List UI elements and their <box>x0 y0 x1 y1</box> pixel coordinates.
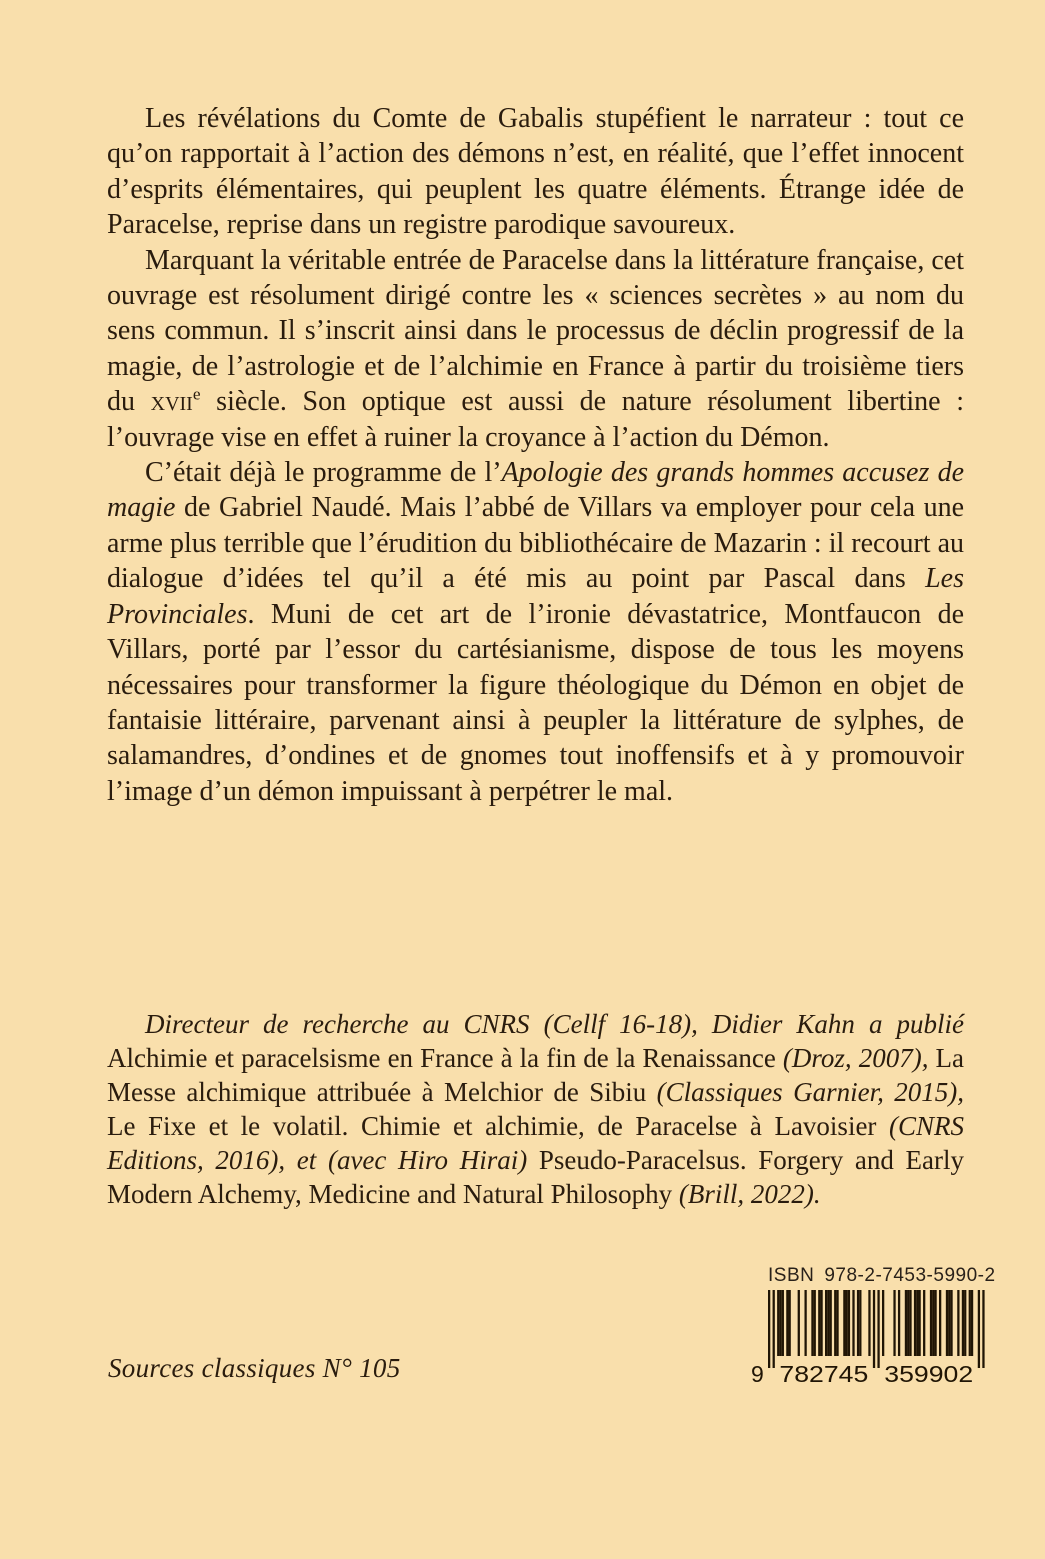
author-bio-block <box>107 1007 964 1211</box>
text-run: Alchimie et paracelsisme en France à la fin de la Renaissance <box>107 1043 783 1073</box>
synopsis-text-block <box>107 101 964 809</box>
text-run: e <box>192 384 201 404</box>
isbn-word: ISBN <box>768 1265 815 1286</box>
paragraph <box>107 243 964 455</box>
text-run: . Muni de cet art de l’ironie dévastatrice, Montfaucon de Villars, porté par l’essor du cartésianisme, dispose de tous les moyens nécessaires pour transformer la figure théologique du Démon en objet de fantaisie littéraire, parvenant ainsi à peupler la littérature de sylphes, de salamandres, d’ondines et de gnomes tout inoffensifs et à y promouvoir l’image d’un démon impuissant à perpétrer le mal. <box>107 598 964 807</box>
text-run: (Brill, 2022). <box>678 1179 821 1209</box>
paragraph <box>107 101 964 243</box>
isbn-label <box>751 1265 996 1286</box>
text-run: (Classiques Garnier, 2015), <box>656 1077 964 1107</box>
barcode-digits-left: 782745 <box>779 1361 869 1387</box>
text-run: (CNRS Editions, 2016), et (avec Hiro Hirai) <box>107 1111 964 1175</box>
text-run: de Gabriel Naudé. Mais l’abbé de Villars va employer pour cela une arme plus terrible que l’érudition du bibliothécaire de Mazarin : il recourt au dialogue d’idées tel qu’il a été mis au point par Pascal dans <box>107 492 964 595</box>
collection-label: Sources classiques N° 105 <box>108 1353 401 1383</box>
text-run: Directeur de recherche au CNRS (Cellf 16-18), Didier Kahn a publié <box>145 1009 964 1039</box>
isbn-barcode-block <box>751 1265 996 1388</box>
paragraph <box>107 455 964 809</box>
text-run: Marquant la véritable entrée de Paracelse dans la littérature française, cet ouvrage est résolument dirigé contre les « sciences secrètes » au nom du sens commun. Il s’inscrit ainsi dans le processus de déclin progressif de la magie, de l’astrologie et de l’alchimie en France à partir du troisième tiers du <box>107 244 964 418</box>
isbn-number: 978-2-7453-5990-2 <box>824 1265 996 1286</box>
text-run: Les Provinciales <box>107 563 964 630</box>
text-run: siècle. Son optique est aussi de nature résolument libertine : l’ouvrage vise en effet à ruiner la croyance à l’action du Démon. <box>107 386 965 453</box>
paragraph <box>107 1007 964 1211</box>
text-run: Pseudo-Paracelsus. Forgery and Early Modern Alchemy, Medicine and Natural Philosophy <box>107 1145 964 1209</box>
text-run: C’était déjà le programme de l’ <box>145 457 502 489</box>
text-run: (Droz, 2007), <box>782 1043 936 1073</box>
text-run: La Messe alchimique attribuée à Melchior de Sibiu <box>107 1043 964 1107</box>
ean13-barcode <box>751 1290 991 1388</box>
barcode-digits-right: 359902 <box>884 1361 974 1387</box>
barcode-digit-first: 9 <box>751 1361 764 1387</box>
text-run: Le Fixe et le volatil. Chimie et alchimie, de Paracelse à Lavoisier <box>107 1111 889 1141</box>
text-run: Les révélations du Comte de Gabalis stupéfient le narrateur : tout ce qu’on rapportait à l’action des démons n’est, en réalité, que l’effet innocent d’esprits élémentaires, qui peuplent les quatre éléments. Étrange idée de Paracelse, reprise dans un registre parodique savoureux. <box>107 103 964 241</box>
text-run: xvii <box>150 386 193 418</box>
text-run: Apologie des grands hommes accusez de magie <box>107 457 964 524</box>
